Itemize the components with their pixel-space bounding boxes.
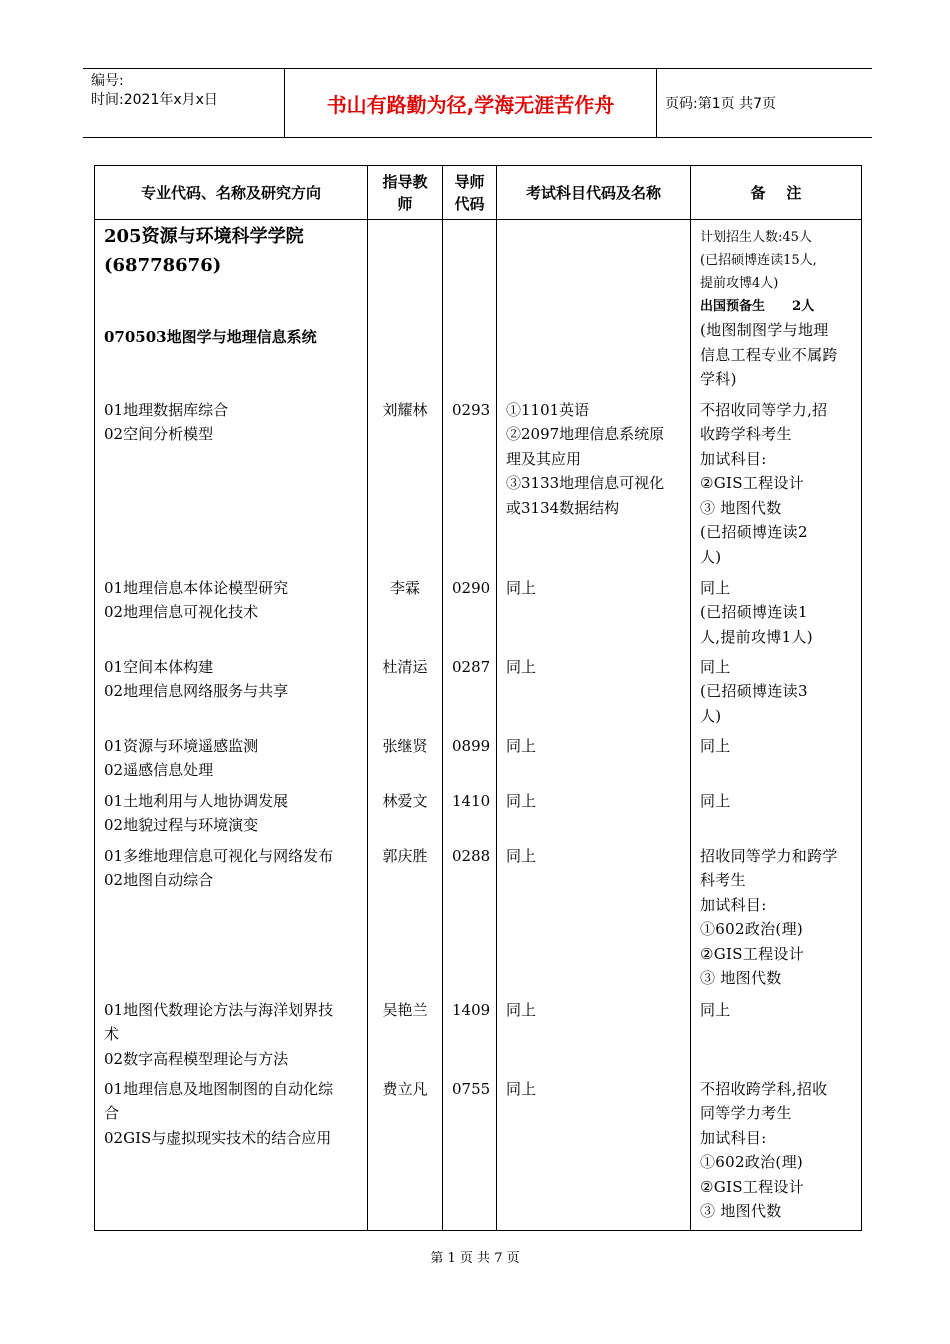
research-direction: 01地理信息本体论模型研究: [104, 578, 289, 597]
advisor-code: 0288: [443, 844, 497, 998]
exam-cell: [497, 998, 691, 1077]
exam-cell: [497, 576, 691, 655]
page-header: [83, 68, 872, 138]
research-direction: 01地图代数理论方法与海洋划界技: [104, 1000, 334, 1019]
advisor-code: 0755: [443, 1077, 497, 1231]
advisor-name: 费立凡: [368, 1077, 443, 1231]
research-direction: 01土地利用与人地协调发展: [104, 791, 289, 810]
remark-line: 收跨学科考生: [700, 425, 792, 443]
code-label: 编号:: [91, 73, 124, 89]
research-direction: 01多维地理信息可视化与网络发布: [104, 846, 334, 865]
direction-cell: [95, 844, 368, 998]
col-header-major: 专业代码、名称及研究方向: [95, 166, 368, 220]
admissions-table: [94, 165, 862, 1231]
advisor-name: 郭庆胜: [368, 844, 443, 998]
advisor-code: 1409: [443, 998, 497, 1077]
table-row: [95, 398, 862, 576]
advisor-name: 吴艳兰: [368, 998, 443, 1077]
dept-name: 205资源与环境科学学院: [104, 226, 304, 247]
exam-subject: 同上: [506, 657, 537, 676]
col-header-advisor-code: 导师代码: [443, 166, 497, 220]
remark-line: (已招硕博连读1: [700, 603, 808, 621]
page-label: 页码:第1页 共7页: [665, 96, 776, 112]
table-row: [95, 655, 862, 734]
remark-line: 加试科目:: [700, 895, 767, 914]
plan-line: (已招硕博连读15人,: [700, 253, 817, 268]
remark-line: ③ 地图代数: [700, 1202, 782, 1220]
remark-line: 人): [700, 547, 722, 566]
research-direction: 01资源与环境遥感监测: [104, 736, 259, 755]
direction-cell: [95, 789, 368, 844]
exam-subject: 理及其应用: [506, 449, 582, 468]
remark-line: ①602政治(理): [700, 1153, 804, 1171]
remark-cell: [691, 734, 862, 789]
exam-cell: [497, 655, 691, 734]
advisor-name: 刘耀林: [368, 398, 443, 576]
exam-subject: 同上: [506, 736, 537, 755]
plan-line: 计划招生人数:45人: [700, 230, 812, 245]
research-direction: 合: [104, 1104, 120, 1122]
plan-line: 提前攻博4人): [700, 276, 779, 291]
exam-subject: 同上: [506, 1000, 537, 1019]
dept-remark-cell: [691, 220, 862, 398]
remark-line: 同上: [700, 791, 731, 810]
major-title: 070503地图学与地理信息系统: [104, 328, 317, 346]
remark-line: ②GIS工程设计: [700, 1177, 805, 1196]
remark-line: ③ 地图代数: [700, 498, 782, 517]
exam-cell: [497, 1077, 691, 1231]
remark-line: 加试科目:: [700, 449, 767, 468]
remark-cell: [691, 576, 862, 655]
remark-cell: [691, 398, 862, 576]
remark-line: ①602政治(理): [700, 920, 804, 938]
remark-line: 加试科目:: [700, 1128, 767, 1147]
research-direction: 02GIS与虚拟现实技术的结合应用: [104, 1128, 332, 1147]
advisor-code: 0899: [443, 734, 497, 789]
remark-line: (已招硕博连读2: [700, 523, 808, 541]
remark-line: 同上: [700, 657, 731, 676]
note-line: 学科): [700, 370, 737, 388]
table-row: [95, 789, 862, 844]
advisor-code: 1410: [443, 789, 497, 844]
advisor-code: 0287: [443, 655, 497, 734]
remark-line: 人,提前攻博1人): [700, 627, 813, 646]
remark-line: (已招硕博连读3: [700, 682, 808, 700]
remark-line: 同上: [700, 578, 731, 597]
exam-subject: 同上: [506, 791, 537, 810]
exam-subject: ③3133地理信息可视化: [506, 474, 665, 492]
table-row: [95, 998, 862, 1077]
page-footer: 第 1 页 共 7 页: [430, 1251, 520, 1266]
remark-line: 同上: [700, 1000, 731, 1019]
motto: 书山有路勤为径,学海无涯苦作舟: [284, 69, 657, 137]
exam-cell: [497, 398, 691, 576]
advisor-code: 0293: [443, 398, 497, 576]
remark-line: 人): [700, 706, 722, 725]
exam-cell: [497, 734, 691, 789]
research-direction: 02数字高程模型理论与方法: [104, 1049, 289, 1068]
direction-cell: [95, 655, 368, 734]
header-info: [91, 72, 218, 110]
direction-cell: [95, 998, 368, 1077]
dept-cell: [95, 220, 368, 398]
note-line: 信息工程专业不属跨: [700, 345, 838, 364]
research-direction: 术: [104, 1025, 120, 1043]
research-direction: 01空间本体构建: [104, 657, 214, 676]
exam-subject: 同上: [506, 578, 537, 597]
table-row: [95, 576, 862, 655]
remark-line: 同等学力考生: [700, 1104, 792, 1122]
col-header-remark: 备 注: [691, 166, 862, 220]
col-header-exam: 考试科目代码及名称: [497, 166, 691, 220]
exam-subject: 同上: [506, 846, 537, 865]
exam-subject: 同上: [506, 1079, 537, 1098]
remark-cell: [691, 789, 862, 844]
table-row: [95, 734, 862, 789]
research-direction: 02地理信息网络服务与共享: [104, 682, 289, 700]
research-direction: 02地貌过程与环境演变: [104, 816, 259, 834]
research-direction: 01地理信息及地图制图的自动化综: [104, 1079, 334, 1098]
exam-cell: [497, 789, 691, 844]
exam-subject: 或3134数据结构: [506, 498, 620, 517]
remark-cell: [691, 844, 862, 998]
research-direction: 01地理数据库综合: [104, 400, 229, 419]
direction-cell: [95, 398, 368, 576]
remark-line: ②GIS工程设计: [700, 474, 805, 492]
advisor-name: 林爱文: [368, 789, 443, 844]
exam-cell: [497, 844, 691, 998]
abroad-line: 出国预备生 2人: [700, 299, 815, 314]
direction-cell: [95, 576, 368, 655]
remark-line: 不招收同等学力,招: [700, 400, 828, 419]
remark-line: 招收同等学力和跨学: [700, 846, 838, 865]
exam-subject: ①1101英语: [506, 400, 590, 419]
dept-phone: (68778676): [104, 255, 222, 276]
dept-note: [700, 318, 852, 392]
col-header-advisor: 指导教师: [368, 166, 443, 220]
time-label: 时间:2021年x月x日: [91, 92, 218, 108]
remark-line: 科考生: [700, 871, 746, 889]
research-direction: 02遥感信息处理: [104, 761, 214, 779]
remark-line: 同上: [700, 736, 731, 755]
remark-cell: [691, 655, 862, 734]
research-direction: 02空间分析模型: [104, 425, 214, 443]
direction-cell: [95, 1077, 368, 1231]
remark-line: 不招收跨学科,招收: [700, 1079, 828, 1098]
table-row: [95, 1077, 862, 1231]
note-line: (地图制图学与地理: [700, 321, 829, 339]
table-row: [95, 844, 862, 998]
table-header-row: [95, 166, 862, 220]
advisor-name: 张继贤: [368, 734, 443, 789]
direction-cell: [95, 734, 368, 789]
remark-line: ②GIS工程设计: [700, 944, 805, 963]
advisor-name: 李霖: [368, 576, 443, 655]
advisor-code: 0290: [443, 576, 497, 655]
advisor-name: 杜清运: [368, 655, 443, 734]
research-direction: 02地理信息可视化技术: [104, 603, 259, 621]
dept-plan: [700, 226, 852, 318]
remark-cell: [691, 998, 862, 1077]
remark-line: ③ 地图代数: [700, 969, 782, 987]
remark-cell: [691, 1077, 862, 1231]
research-direction: 02地图自动综合: [104, 871, 214, 889]
exam-subject: ②2097地理信息系统原: [506, 425, 665, 443]
dept-row: [95, 220, 862, 398]
